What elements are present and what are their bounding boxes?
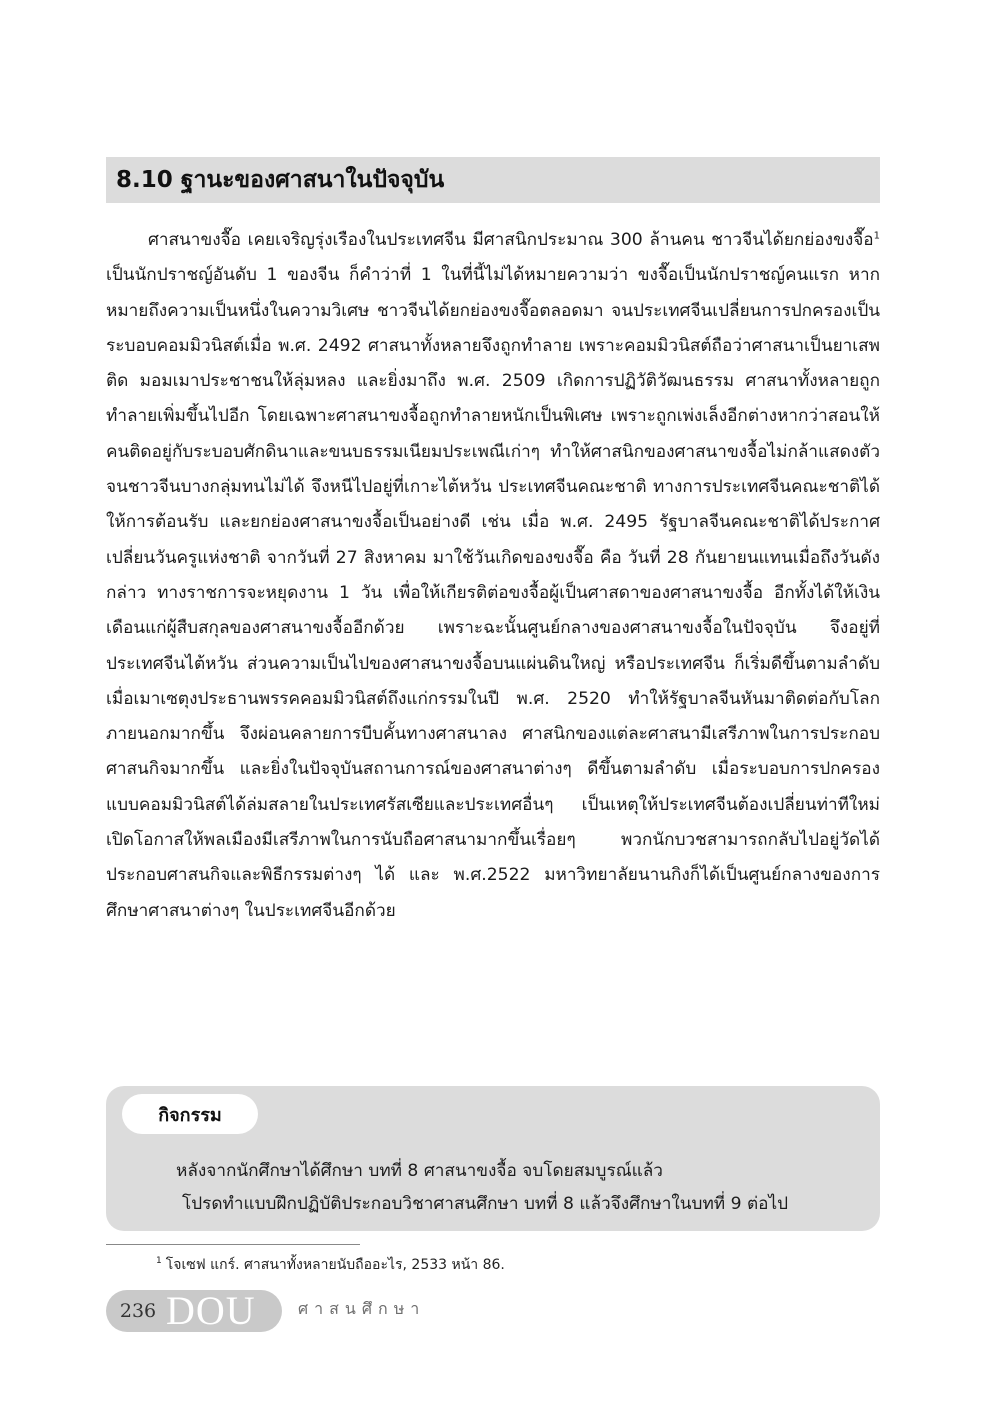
page-number: 236 xyxy=(119,1300,157,1322)
footnote-number: 1 xyxy=(156,1256,162,1267)
activity-box xyxy=(106,1086,880,1231)
paragraph-rest: เป็นนักปราชญ์อันดับ 1 ของจีน ก็คำว่าที่ 1 ในที่นี้ไม่ได้หมายความว่า ขงจื๊อเป็นนักปราชญ์คนแรก หากหมายถึงความเป็นหนึ่งในความวิเศษ ชาวจีนได้ยกย่องขงจื๊อตลอดมา จนประเทศจีนเปลี่ยนการปกครองเป็นระบอบคอมมิวนิสต์เมื่อ พ.ศ. 2492 ศาสนาทั้งหลายจึงถูกทำลาย เพราะคอมมิวนิสต์ถือว่าศาสนาเป็นยาเสพติด มอมเมาประชาชนให้ลุ่มหลง และยิ่งมาถึง พ.ศ. 2509 เกิดการปฏิวัติวัฒนธรรม ศาสนาทั้งหลายถูกทำลายเพิ่มขึ้นไปอีก โดยเฉพาะศาสนาขงจื้อถูกทำลายหนักเป็นพิเศษ เพราะถูกเพ่งเล็งอีกต่างหากว่าสอนให้คนติดอยู่กับระบอบศักดินาและขนบธรรมเนียมประเพณีเก่าๆ ทำให้ศาสนิกของศาสนาขงจื้อไม่กล้าแสดงตัวจนชาวจีนบางกลุ่มทนไม่ได้ จึงหนีไปอยู่ที่เกาะไต้หวัน ประเทศจีนคณะชาติ ทางการประเทศจีนคณะชาติได้ให้การต้อนรับ และยกย่องศาสนาขงจื้อเป็นอย่างดี เช่น เมื่อ พ.ศ. 2495 รัฐบาลจีนคณะชาติได้ประกาศเปลี่ยนวันครูแห่งชาติ จากวันที่ 27 สิงหาคม มาใช้วันเกิดของขงจื๊อ คือ วันที่ 28 กันยายนแทนเมื่อถึงวันดังกล่าว ทางราชการจะหยุดงาน 1 วัน เพื่อให้เกียรติต่อขงจื้อผู้เป็นศาสดาของศาสนาขงจื้อ อีกทั้งได้ให้เงินเดือนแก่ผู้สืบสกุลของศาสนาขงจื้ออีกด้วย เพราะฉะนั้นศูนย์กลางของศาสนาขงจื้อในปัจจุบัน จึงอยู่ที่ประเทศจีนไต้หวัน ส่วนความเป็นไปของศาสนาขงจื้อบนแผ่นดินใหญ่ หรือประเทศจีน ก็เริ่มดีขึ้นตามลำดับ เมื่อเมาเซตุงประธานพรรคคอมมิวนิสต์ถึงแก่กรรมในปี พ.ศ. 2520 ทำให้รัฐบาลจีนหันมาติดต่อกับโลกภายนอกมากขึ้น จึงผ่อนคลายการบีบคั้นทางศาสนาลง ศาสนิกของแต่ละศาสนามีเสรีภาพในการประกอบศาสนกิจมากขึ้น และยิ่งในปัจจุบันสถานการณ์ของศาสนาต่างๆ ดีขึ้นตามลำดับ เมื่อระบอบการปกครองแบบคอมมิวนิสต์ได้ล่มสลายในประเทศรัสเซียและประเทศอื่นๆ เป็นเหตุให้ประเทศจีนต้องเปลี่ยนท่าทีใหม่ เปิดโอกาสให้พลเมืองมีเสรีภาพในการนับถือศาสนามากขึ้นเรื่อยๆ พวกนักบวชสามารถกลับไปอยู่วัดได้ ประกอบศาสนกิจและพิธีกรรมต่างๆ ได้ และ พ.ศ.2522 มหาวิทยาลัยนานกิงก็ได้เป็นศูนย์กลางของการศึกษาศาสนาต่างๆ ในประเทศจีนอีกด้วย xyxy=(106,265,880,921)
activity-instruction-line-1: หลังจากนักศึกษาได้ศึกษา บทที่ 8 ศาสนาขงจื้อ จบโดยสมบูรณ์แล้ว xyxy=(176,1161,663,1181)
paragraph-start: ศาสนาขงจื๊อ เคยเจริญรุ่งเรืองในประเทศจีน มีศาสนิกประมาณ 300 ล้านคน ชาวจีนได้ยกย่องขงจื๊อ xyxy=(148,230,874,250)
footnote-text: โจเซฟ แกร์. ศาสนาทั้งหลายนับถืออะไร, 2533 หน้า 86. xyxy=(165,1257,505,1273)
dou-logo: DOU xyxy=(166,1288,256,1333)
activity-label: กิจกรรม xyxy=(122,1094,258,1134)
section-title: 8.10 ฐานะของศาสนาในปัจจุบัน xyxy=(116,167,445,193)
page-badge xyxy=(106,1290,282,1332)
running-title: ศาสนศึกษา xyxy=(298,1299,426,1318)
activity-instruction-line-2: โปรดทำแบบฝึกปฏิบัติประกอบวิชาศาสนศึกษา บทที่ 8 แล้วจึงศึกษาในบทที่ 9 ต่อไป xyxy=(182,1194,789,1214)
footnote-divider xyxy=(106,1244,360,1245)
body-text xyxy=(106,223,880,929)
section-heading-bar xyxy=(106,157,880,203)
body-paragraph xyxy=(106,223,880,929)
footnote xyxy=(156,1254,505,1276)
footnote-reference[interactable]: 1 xyxy=(873,230,880,242)
